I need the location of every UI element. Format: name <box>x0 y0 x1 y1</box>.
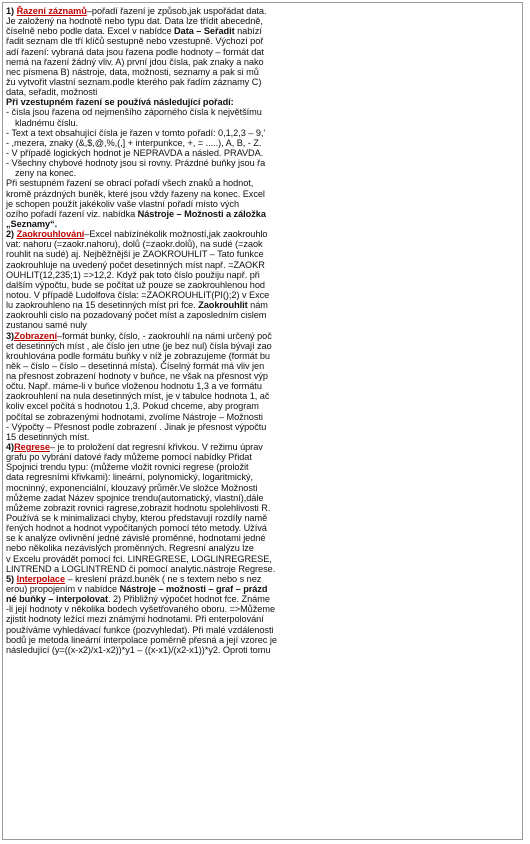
body-text: následující (y=((x-x2)/x1-x2))*y1 – ((x-x1)/(x2-x1))*y2. Oproti tomu <box>6 644 271 655</box>
body-text: počítal se zobrazenými hodnotami, zvolíme Nástroje – Možnosti <box>6 411 263 422</box>
text-line <box>6 462 336 472</box>
body-text: používáme vyhledávací funkce (pozvyhledat). Při malé vzdálenosti <box>6 624 274 635</box>
section-heading-term: Řazení záznamů <box>16 6 87 16</box>
text-line <box>6 361 336 371</box>
text-line <box>6 351 336 361</box>
body-text: Je založený na hodnotě nebo typu dat. Data lze třídit abecedně, <box>6 16 263 27</box>
body-text: adí řazení: vybraná data jsou řazena podle hodnoty – formát dat <box>6 46 264 57</box>
bold-text: 3) <box>6 330 15 341</box>
text-line <box>6 6 336 16</box>
text-line <box>6 189 336 199</box>
body-text: - ,mezera, znaky (&,$,@,%,(,] + interpunkce, +, = .....), A, B, - Z. <box>6 137 262 148</box>
text-line <box>6 574 336 584</box>
body-text: se k analýze ovlivnění jedné závislé proměnné, hodnotami jedné <box>6 533 266 544</box>
text-line <box>6 168 336 178</box>
body-text: koliv excel počítá s hodnotou 1,3. Pokud chceme, aby program <box>6 401 259 412</box>
body-text: erou) propojením v nabídce <box>6 584 120 595</box>
text-line <box>6 239 336 249</box>
section-s5 <box>6 574 336 655</box>
text-line <box>6 209 336 219</box>
bold-text: 2) <box>6 229 17 240</box>
text-line <box>6 614 336 624</box>
text-line <box>6 280 336 290</box>
body-text: . 2) Přibližný výpočet hodnot fce. Známe <box>107 594 270 605</box>
body-text: OUHLIT(12,235;1) =>12,2. Když pak toto číslo použiju např. při <box>6 269 260 280</box>
body-text: - Výpočty – Přesnost podle zobrazení . Jinak je přesnost výpočtu <box>6 421 267 432</box>
text-line <box>6 290 336 300</box>
bold-text: Zaokrouhlit <box>198 300 248 311</box>
text-line <box>6 635 336 645</box>
section-s3 <box>6 331 336 443</box>
body-text: et desetinných míst , ale číslo jen utne (je bez nul) čísla bývají zao <box>6 340 272 351</box>
text-line <box>6 47 336 57</box>
body-text: - čísla jsou řazena od nejmenšího záporného čísla k největšímu <box>6 107 262 118</box>
text-line <box>6 391 336 401</box>
text-line <box>6 249 336 259</box>
bold-text: 1) <box>6 6 17 16</box>
body-text: žu vytvořit vlastní seznam.podle kterého pak řadím záznamy C) <box>6 76 262 87</box>
bold-text: Data – Seřadit <box>174 26 235 37</box>
body-text: nám <box>247 300 268 311</box>
body-text: lu zaokrouhleno na 15 desetinných míst pri fce. <box>6 300 199 311</box>
section-heading-term: Zobrazení <box>14 330 58 341</box>
body-text: můžeme zadat Název spojnice trendu(automatický, vlastní),dále <box>6 492 264 503</box>
text-line <box>6 584 336 594</box>
bold-text: 4) <box>6 442 15 453</box>
text-line <box>6 483 336 493</box>
body-text: – je to proložení dat regresní křivkou. V režimu úprav <box>50 442 263 453</box>
bold-text: Nástroje – možnosti – graf – prázd <box>119 584 268 595</box>
body-text: můžeme zobrazit rovnici ragrese,zobrazit hodnotu spolehlivosti R. <box>6 502 271 513</box>
body-text: –Excel nabízínékolik možností,jak zaokrouhlo <box>84 229 268 240</box>
body-text: data regresními křivkami): lineární, polynomický, logaritmický, <box>6 472 254 483</box>
text-line <box>6 229 336 239</box>
body-text: bodů je metoda lineární interpolace poměrně přesná a její vzorec je <box>6 634 277 645</box>
body-text: 15 desetinných míst. <box>6 431 90 442</box>
text-line <box>6 432 336 442</box>
text-line <box>6 371 336 381</box>
section-heading-term: Zaokrouhlování <box>16 229 85 240</box>
bold-text: „Seznamy“. <box>6 218 58 229</box>
text-line <box>6 310 336 320</box>
body-text: zjistit hodnoty ležící mezi známými hodnotami. Při enterpolování <box>6 614 264 625</box>
body-text: kromě prázdných buněk, které jsou vždy řazeny na konec. Excel <box>6 188 265 199</box>
text-line <box>6 381 336 391</box>
body-text: dalším výpočtu, bude se počítat už pouze se zaokrouhlenou hod <box>6 279 265 290</box>
section-s1 <box>6 6 336 229</box>
body-text: data, seřadit, možnosti <box>6 87 98 98</box>
section-s4 <box>6 442 336 574</box>
section-heading-term: Regrese <box>14 442 50 453</box>
text-line <box>6 26 336 36</box>
text-line <box>6 422 336 432</box>
body-text: v Excelu provádět pomocí fcí. LINREGRESE, LOGLINREGRESE, <box>6 553 272 564</box>
text-line <box>6 219 336 229</box>
text-line <box>6 645 336 655</box>
text-line <box>6 87 336 97</box>
text-line <box>6 523 336 533</box>
body-text: zaokrouhli cislo na pozadovaný počet míst a zaposledním cislem <box>6 310 267 321</box>
body-text: řených hodnot a hodnot vypočítaných pomocí této metody. Užívá <box>6 523 267 534</box>
text-line <box>6 260 336 270</box>
text-line <box>6 604 336 614</box>
body-text: zeny na konec. <box>15 168 77 179</box>
body-text: očtu. Např. máme-li v buňce vloženou hodnotu 1,3 a ve formátu <box>6 381 262 392</box>
bold-text: Nástroje – Možnosti a záložka <box>137 208 266 219</box>
text-line <box>6 57 336 67</box>
body-text: zaokrouhlení na nula desetinných míst, je v tabulce hodnota 1, ač <box>6 391 270 402</box>
body-text: -li její hodnoty v několika bodech vyšetřovaného oboru. =>Můžeme <box>6 604 276 615</box>
body-text: nebo několika nezávislých proměnných. Regresní analýzu lze <box>6 543 254 554</box>
bold-text: né buňky – interpolovat <box>6 594 108 605</box>
body-text: –formát bunky, číslo, - zaokrouhlí na námi určený poč <box>57 330 272 341</box>
text-line <box>6 594 336 604</box>
body-text: něk – číslo – číslo – desetinná místa). Číselný formát má vliv jen <box>6 360 265 371</box>
body-text: nabízí <box>234 26 262 37</box>
text-line <box>6 543 336 553</box>
section-heading-term: Interpolace <box>16 573 66 584</box>
body-text: je schopen použít jakékoliv vaše vlastní pořadí místo vých <box>6 198 240 209</box>
body-text: Při sestupném řazení se obrací pořadí všech znaků a hodnot, <box>6 178 254 189</box>
text-line <box>6 158 336 168</box>
body-text: krouhlována podle formátu buňky v níž je zobrazujeme (formát bu <box>6 350 270 361</box>
body-text: LINTREND a LOGLINTREND či pomocí analytic.nástroje Regrese. <box>6 563 276 574</box>
text-line <box>6 300 336 310</box>
body-text: - Všechny chybové hodnoty jsou si rovny. Prázdné buňky jsou řa <box>6 158 266 169</box>
text-line <box>6 452 336 462</box>
text-line <box>6 401 336 411</box>
text-line <box>6 107 336 117</box>
text-line <box>6 341 336 351</box>
section-s2 <box>6 229 336 330</box>
body-text: nemá na řazení žádný vliv. A) první jdou čísla, pak znaky a nako <box>6 56 264 67</box>
text-line <box>6 178 336 188</box>
body-text: –pořadí řazení je způsob,jak uspořádat data. <box>86 6 267 16</box>
text-line <box>6 472 336 482</box>
body-text: na přesnost zobrazení hodnoty v buňce, ne však na přesnost výp <box>6 371 268 382</box>
text-line <box>6 67 336 77</box>
body-text: rouhlit na sudé) aj. Nejběžnější je ZAOKROUHLIT – Tato funkce <box>6 249 264 260</box>
text-line <box>6 270 336 280</box>
body-text: grafu po vybrání datové řady můžeme pomocí nabídky Přidat <box>6 452 252 463</box>
body-text: - V případě logických hodnot je NEPRAVDA a násled. PRAVDA. <box>6 147 264 158</box>
body-text: vat: nahoru (=zaokr.nahoru), dolů (=zaokr.dolů), na sudé (=zaok <box>6 239 263 250</box>
body-text: – kreslení prázd.buněk ( ne s textem nebo s nez <box>65 573 262 584</box>
text-line <box>6 625 336 635</box>
body-text: zustanou samé nuly <box>6 320 87 331</box>
text-line <box>6 320 336 330</box>
text-line <box>6 493 336 503</box>
text-line <box>6 513 336 523</box>
text-line <box>6 138 336 148</box>
text-line <box>6 199 336 209</box>
document-text-column <box>6 6 336 655</box>
text-line <box>6 16 336 26</box>
body-text: ozího pořadí řazení viz. nabídka <box>6 208 138 219</box>
body-text: Používá se k minimalizaci chyby, kterou představují rozdíly namě <box>6 513 268 524</box>
body-text: mocninný, exponenciální, klouzavý průměr.Ve složce Možnosti <box>6 482 258 493</box>
bold-text: 5) <box>6 573 17 584</box>
text-line <box>6 503 336 513</box>
text-line <box>6 331 336 341</box>
text-line <box>6 118 336 128</box>
body-text: Spojnici trendu typu: (můžeme vložit rovnici regrese (proložit <box>6 462 249 473</box>
text-line <box>6 148 336 158</box>
body-text: kladnému číslu. <box>15 117 79 128</box>
text-line <box>6 442 336 452</box>
text-line <box>6 412 336 422</box>
body-text: nec písmena B) nástroje, data, možnosti, seznamy a pak si mů <box>6 66 259 77</box>
text-line <box>6 128 336 138</box>
body-text: zaokrouhluje na uvedený počet desetinných míst např. =ZAOKR <box>6 259 265 270</box>
body-text: řadit seznam dle tří klíčů sestupně nebo vzestupně. Výchozí poř <box>6 36 264 47</box>
bold-text: Při vzestupném řazení se používá následující pořadí: <box>6 97 234 108</box>
text-line <box>6 77 336 87</box>
text-line <box>6 36 336 46</box>
body-text: - Text a text obsahující čísla je řazen v tomto pořadí: 0,1,2,3 – 9,' <box>6 127 266 138</box>
body-text: notou. V případě Ludolfova čísla: =ZAOKROUHLIT(PI();2) v Exce <box>6 289 270 300</box>
body-text: číselně nebo podle data. Excel v nabídce <box>6 26 175 37</box>
document-page <box>2 2 523 840</box>
text-line <box>6 564 336 574</box>
text-line <box>6 97 336 107</box>
text-line <box>6 533 336 543</box>
text-line <box>6 554 336 564</box>
